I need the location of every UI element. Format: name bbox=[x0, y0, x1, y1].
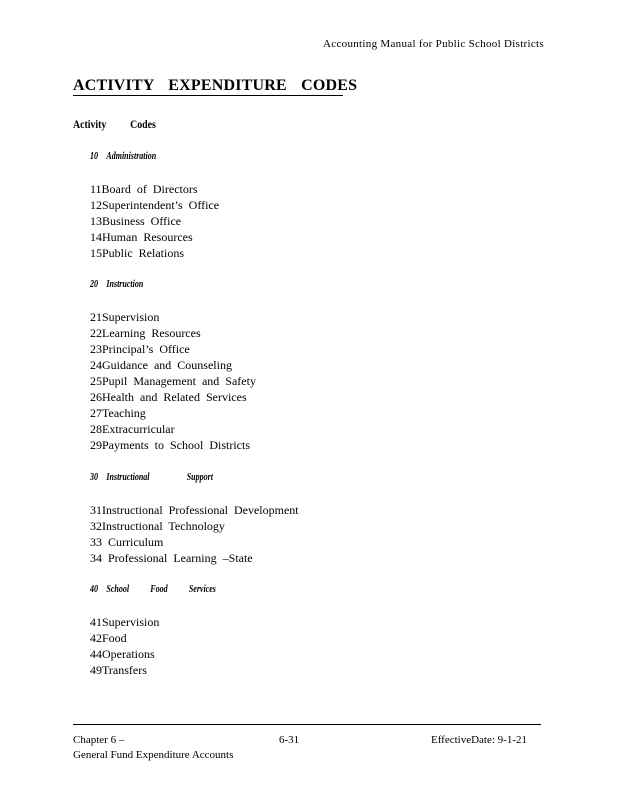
section-code: 30 bbox=[90, 472, 98, 483]
list-item: 21Supervision bbox=[90, 310, 160, 324]
section-code: 20 bbox=[90, 279, 98, 290]
list-item: 13Business Office bbox=[90, 214, 182, 228]
list-item: 31Instructional Professional Development bbox=[90, 503, 299, 517]
section-label: School bbox=[106, 584, 130, 595]
subheader-activity: Activity bbox=[73, 117, 107, 131]
list-item: 29Payments to School Districts bbox=[90, 438, 250, 452]
section-school-food-services bbox=[90, 582, 247, 678]
list-item: 28Extracurricular bbox=[90, 422, 175, 436]
section-code: 40 bbox=[90, 584, 98, 595]
list-item: 15Public Relations bbox=[90, 246, 184, 260]
list-item: 32Instructional Technology bbox=[90, 519, 225, 533]
section-administration bbox=[90, 149, 219, 261]
list-item: 23Principal’s Office bbox=[90, 342, 190, 356]
list-item: 44Operations bbox=[90, 647, 155, 661]
list-item: 34 Professional Learning –State bbox=[90, 551, 253, 565]
footer-chapter-title: General Fund Expenditure Accounts bbox=[73, 749, 234, 761]
list-item: 27Teaching bbox=[90, 406, 146, 420]
list-item: 42Food bbox=[90, 631, 127, 645]
list-item: 14Human Resources bbox=[90, 230, 193, 244]
title-underline bbox=[73, 95, 343, 96]
list-item: 41Supervision bbox=[90, 615, 160, 629]
section-label: Services bbox=[188, 584, 216, 595]
footer-chapter bbox=[73, 733, 233, 763]
subheader-codes: Codes bbox=[130, 117, 156, 131]
list-item: 12Superintendent’s Office bbox=[90, 198, 220, 212]
footer-effective-date: EffectiveDate: 9-1-21 bbox=[431, 734, 528, 746]
footer-chapter-number: Chapter 6 – bbox=[73, 734, 125, 746]
section-heading bbox=[90, 277, 223, 293]
footer-rule bbox=[73, 724, 541, 725]
list-item: 22Learning Resources bbox=[90, 326, 201, 340]
list-item: 49Transfers bbox=[90, 663, 147, 677]
list-item: 24Guidance and Counseling bbox=[90, 358, 232, 372]
running-head: Accounting Manual for Public School Districts bbox=[323, 38, 544, 50]
section-label: Instructional bbox=[106, 472, 150, 483]
section-instruction bbox=[90, 277, 256, 453]
footer-page-number: 6-31 bbox=[279, 734, 300, 746]
list-item: 25Pupil Management and Safety bbox=[90, 374, 256, 388]
section-code: 10 bbox=[90, 151, 98, 162]
column-subheader bbox=[73, 117, 156, 132]
list-item: 26Health and Related Services bbox=[90, 390, 247, 404]
section-heading bbox=[90, 149, 193, 165]
section-heading bbox=[90, 582, 216, 598]
section-label: Support bbox=[186, 472, 213, 483]
page-title: ACTIVITY EXPENDITURE CODES bbox=[73, 77, 358, 94]
section-heading bbox=[90, 470, 257, 486]
section-label: Administration bbox=[106, 151, 157, 162]
section-label: Food bbox=[150, 584, 168, 595]
section-label: Instruction bbox=[106, 279, 144, 290]
list-item: 33 Curriculum bbox=[90, 535, 164, 549]
list-item: 11Board of Directors bbox=[90, 182, 198, 196]
section-instructional-support bbox=[90, 470, 299, 566]
